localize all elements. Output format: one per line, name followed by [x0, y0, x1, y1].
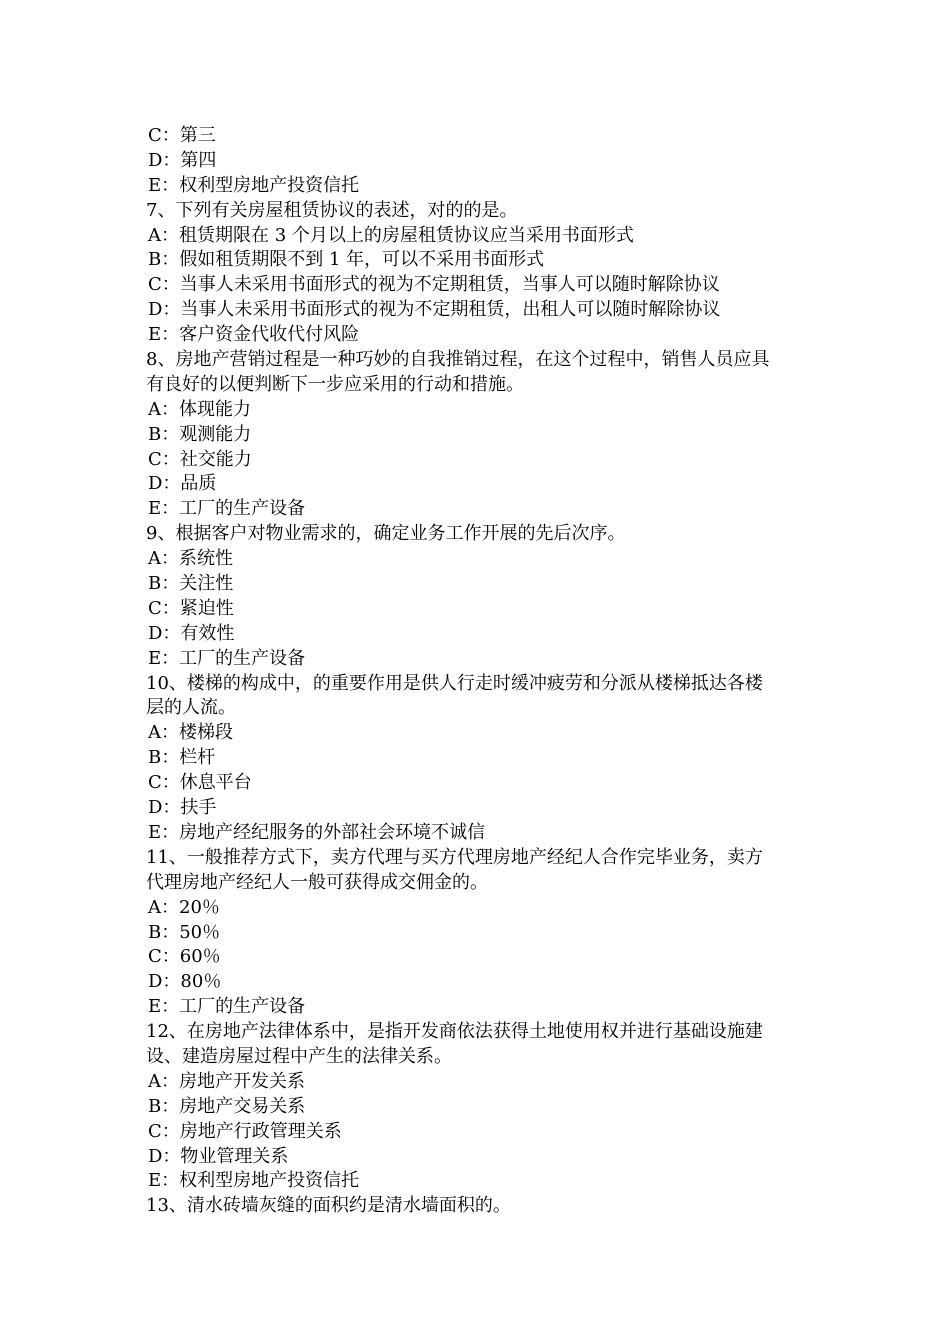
- answer-option: A：租赁期限在 3 个月以上的房屋租赁协议应当采用书面形式: [148, 224, 634, 246]
- answer-option: D：当事人未采用书面形式的视为不定期租赁，出租人可以随时解除协议: [148, 299, 721, 321]
- answer-option: E：权利型房地产投资信托: [148, 174, 360, 196]
- question-text: 12、在房地产法律体系中，是指开发商依法获得土地使用权并进行基础设施建: [146, 1021, 763, 1043]
- question-text: 层的人流。: [146, 697, 236, 719]
- question-text: 11、一般推荐方式下，卖方代理与买方代理房地产经纪人合作完毕业务，卖方: [146, 846, 763, 868]
- question-text: 代理房地产经纪人一般可获得成交佣金的。: [146, 871, 488, 893]
- answer-option: E：工厂的生产设备: [148, 647, 306, 669]
- answer-option: C：当事人未采用书面形式的视为不定期租赁，当事人可以随时解除协议: [148, 274, 720, 296]
- question-text: 8、房地产营销过程是一种巧妙的自我推销过程，在这个过程中，销售人员应具: [146, 349, 770, 371]
- answer-option: A：体现能力: [148, 398, 251, 420]
- answer-option: B：观测能力: [148, 423, 252, 445]
- answer-option: D：80％: [148, 971, 222, 993]
- answer-option: D：物业管理关系: [148, 1145, 289, 1167]
- question-text: 13、清水砖墙灰缝的面积约是清水墙面积的。: [146, 1195, 511, 1217]
- question-text: 9、根据客户对物业需求的，确定业务工作开展的先后次序。: [146, 523, 626, 545]
- answer-option: E：房地产经纪服务的外部社会环境不诚信: [148, 821, 486, 843]
- answer-option: B：50％: [148, 921, 221, 943]
- answer-option: B：假如租赁期限不到 1 年，可以不采用书面形式: [148, 249, 545, 271]
- answer-option: C：房地产行政管理关系: [148, 1120, 342, 1142]
- answer-option: D：扶手: [148, 797, 217, 819]
- answer-option: B：房地产交易关系: [148, 1095, 306, 1117]
- question-text: 10、楼梯的构成中，的重要作用是供人行走时缓冲疲劳和分派从楼梯抵达各楼: [146, 672, 763, 694]
- answer-option: C：紧迫性: [148, 597, 234, 619]
- answer-option: B：关注性: [148, 573, 234, 595]
- answer-option: E：工厂的生产设备: [148, 996, 306, 1018]
- answer-option: C：第三: [148, 125, 216, 146]
- answer-option: E：工厂的生产设备: [148, 498, 306, 520]
- answer-option: D：品质: [148, 473, 217, 495]
- answer-option: A：系统性: [148, 548, 233, 570]
- question-text: 7、下列有关房屋租赁协议的表述，对的的是。: [146, 199, 518, 221]
- question-text: 有良好的以便判断下一步应采用的行动和措施。: [146, 373, 524, 395]
- document-body: [146, 124, 816, 1219]
- answer-option: C：社交能力: [148, 448, 252, 470]
- answer-option: E：客户资金代收代付风险: [148, 324, 360, 346]
- answer-option: B：栏杆: [148, 747, 216, 769]
- answer-option: A：楼梯段: [148, 722, 233, 744]
- question-text: 设、建造房屋过程中产生的法律关系。: [146, 1045, 452, 1067]
- answer-option: D：第四: [148, 149, 217, 171]
- answer-option: D：有效性: [148, 622, 235, 644]
- answer-option: C：休息平台: [148, 772, 252, 794]
- answer-option: C：60％: [148, 946, 221, 968]
- answer-option: E：权利型房地产投资信托: [148, 1170, 360, 1192]
- answer-option: A：20％: [148, 896, 220, 918]
- answer-option: A：房地产开发关系: [148, 1070, 305, 1092]
